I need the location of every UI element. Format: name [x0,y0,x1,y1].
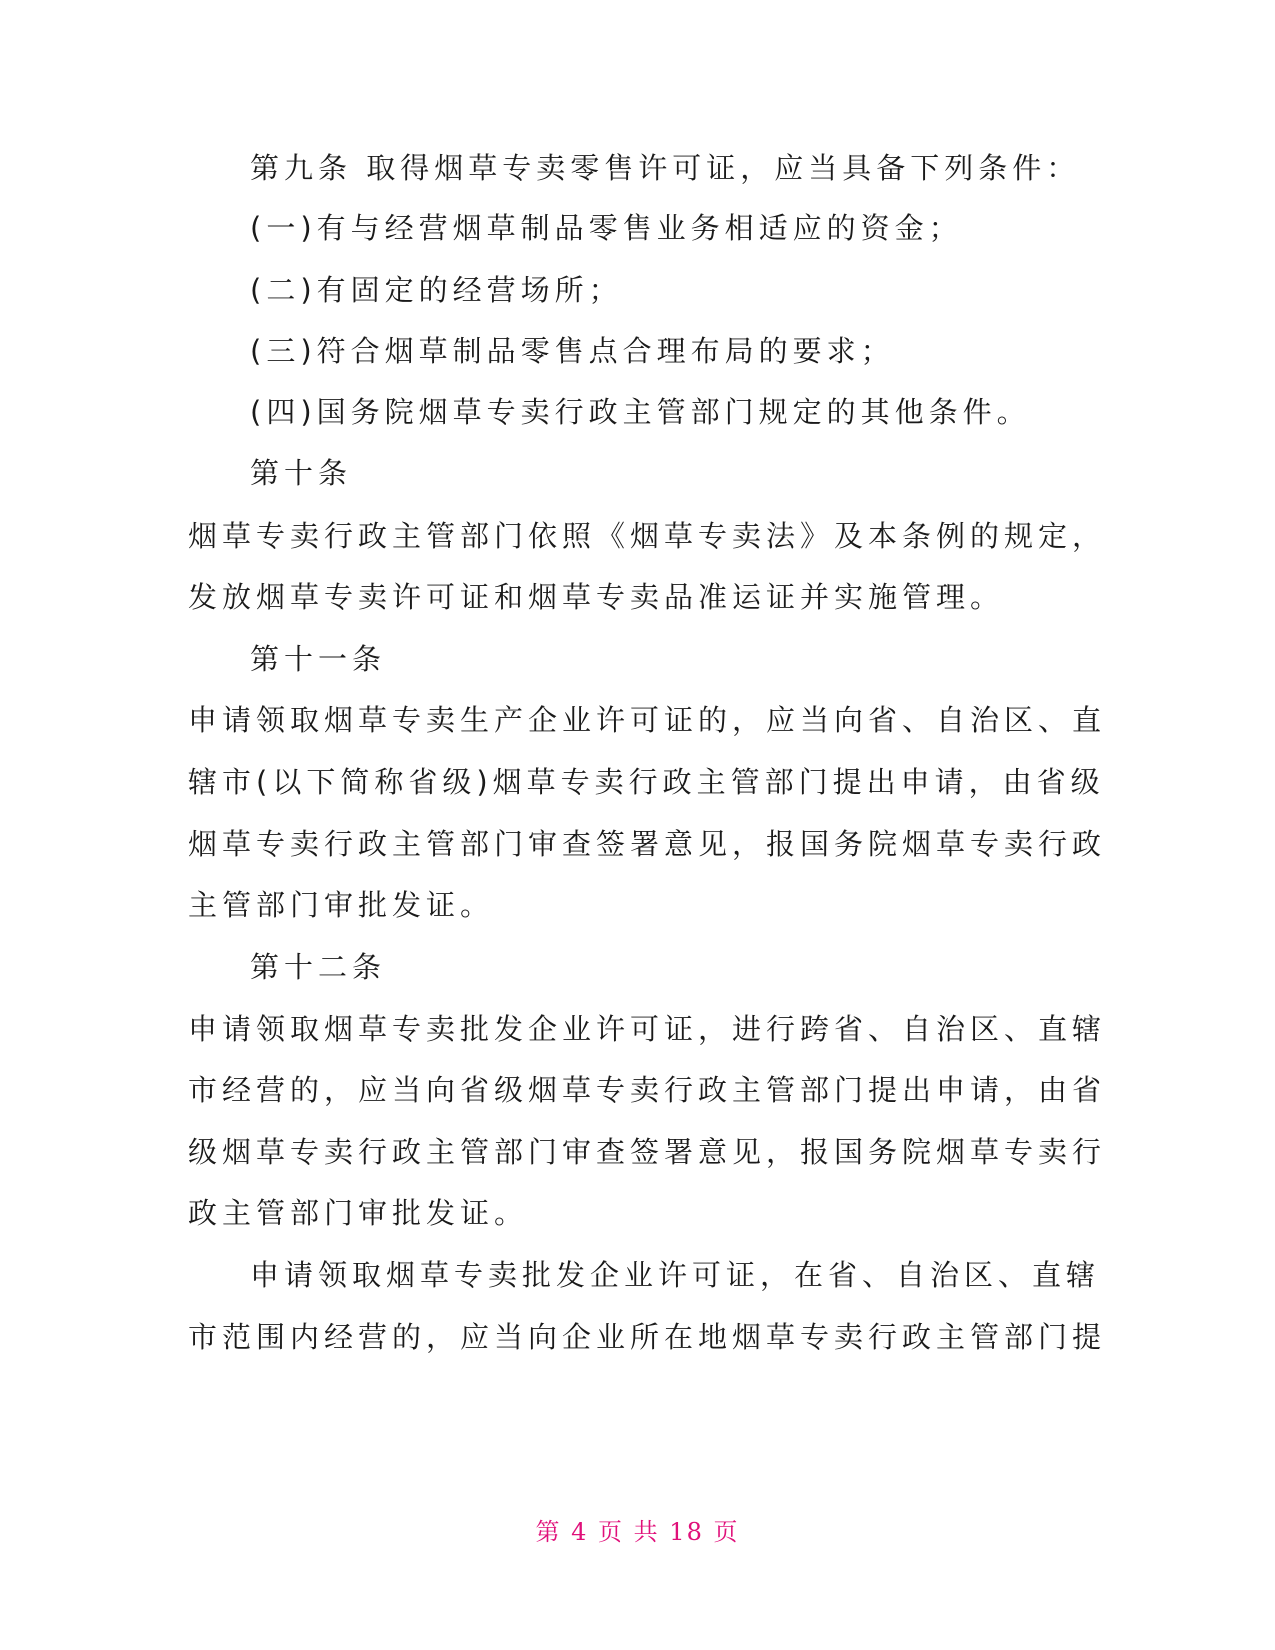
article-12-text-line-3: 级烟草专卖行政主管部门审查签署意见，报国务院烟草专卖行 [188,1135,1107,1169]
article-12-text-line-4: 政主管部门审批发证。 [188,1196,529,1230]
article-12-text-line-2: 市经营的，应当向省级烟草专卖行政主管部门提出申请，由省 [188,1073,1107,1107]
article-9-heading: 第九条 取得烟草专卖零售许可证，应当具备下列条件： [250,151,1081,185]
article-11-text-line-4: 主管部门审批发证。 [188,888,495,922]
page-number-footer: 第 4 页 共 18 页 [535,1518,740,1546]
article-10-text-line-2: 发放烟草专卖许可证和烟草专卖品准运证并实施管理。 [188,580,1005,614]
article-10-heading: 第十条 [250,456,353,490]
article-9-item-1: (一)有与经营烟草制品零售业务相适应的资金； [250,211,963,245]
article-10-text-line-1: 烟草专卖行政主管部门依照《烟草专卖法》及本条例的规定， [188,519,1107,553]
article-12-text-line-1: 申请领取烟草专卖批发企业许可证，进行跨省、自治区、直辖 [188,1012,1107,1046]
article-9-item-3: (三)符合烟草制品零售点合理布局的要求； [250,334,895,368]
article-11-heading: 第十一条 [250,642,387,676]
article-12-heading: 第十二条 [250,950,387,984]
article-11-text-line-2: 辖市(以下简称省级)烟草专卖行政主管部门提出申请，由省级 [188,765,1105,799]
article-12-paragraph-2-line-2: 市范围内经营的，应当向企业所在地烟草专卖行政主管部门提 [188,1320,1107,1354]
article-9-item-2: (二)有固定的经营场所； [250,273,623,307]
article-11-text-line-3: 烟草专卖行政主管部门审查签署意见，报国务院烟草专卖行政 [188,827,1107,861]
article-12-paragraph-2-line-1: 申请领取烟草专卖批发企业许可证，在省、自治区、直辖 [250,1258,1101,1292]
article-11-text-line-1: 申请领取烟草专卖生产企业许可证的，应当向省、自治区、直 [188,703,1107,737]
article-9-item-4: (四)国务院烟草专卖行政主管部门规定的其他条件。 [250,395,1031,429]
